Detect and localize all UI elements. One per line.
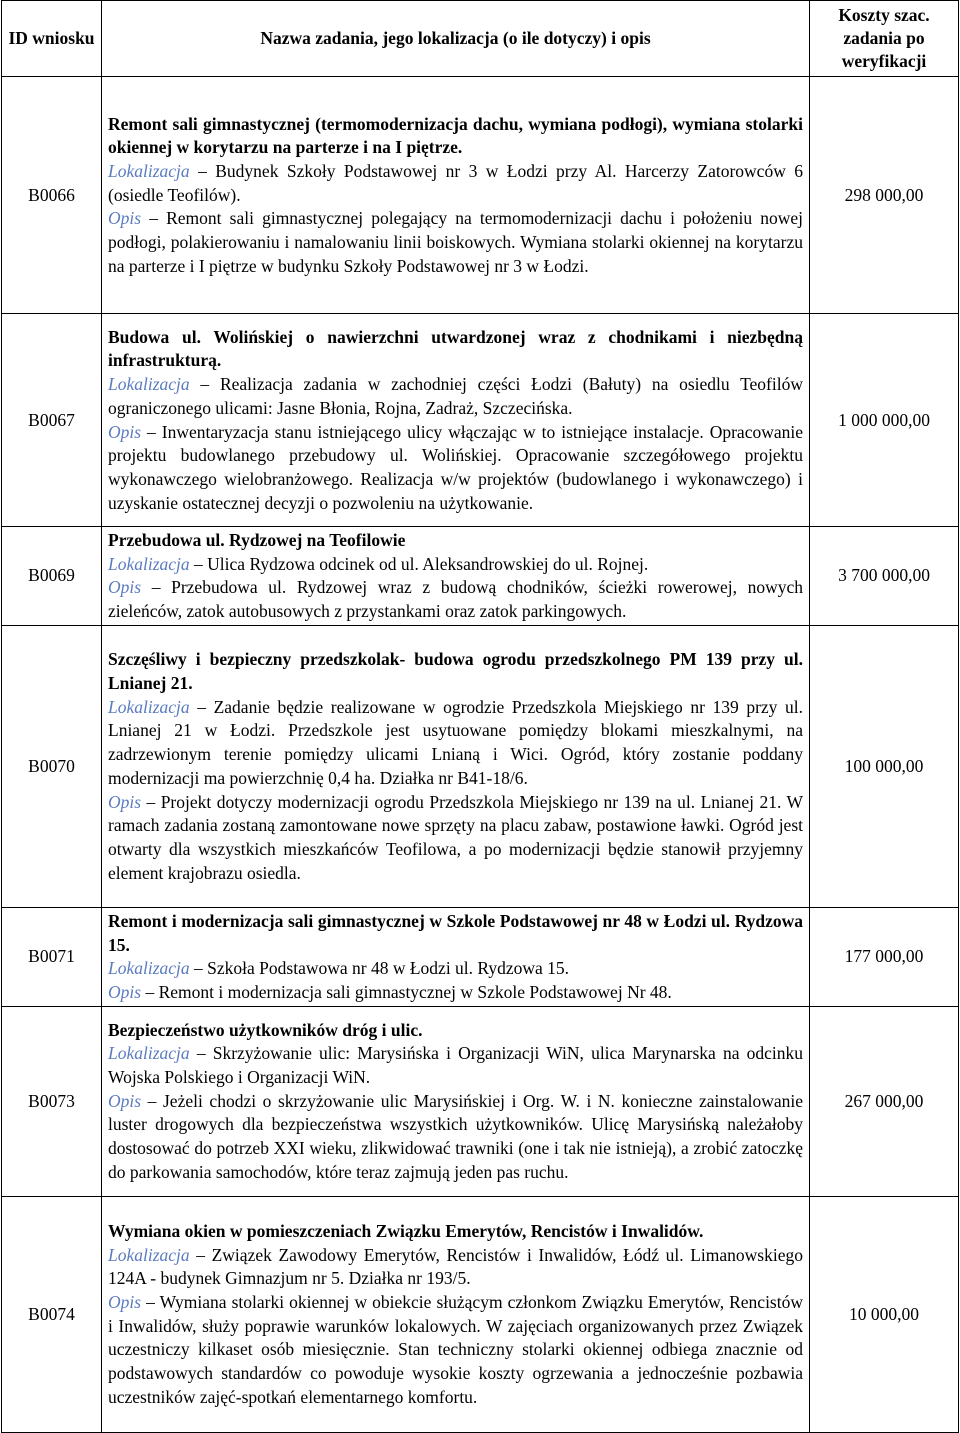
description-label: Opis [108,577,142,598]
row-cost: 177 000,00 [810,907,959,1006]
location-label: Lokalizacja [108,1244,190,1265]
row-description: Przebudowa ul. Rydzowej wraz z budową chodników, ścieżki rowerowej, nowych zieleńców, zatok autobusowych z przystankami oraz zatok parkingowych. [108,577,804,622]
description-label: Opis [108,791,142,812]
description-label: Opis [108,421,142,442]
row-cost: 100 000,00 [810,625,959,907]
projects-table [1,0,959,1433]
row-description: Jeżeli chodzi o skrzyżowanie ulic Marysińskiej i Org. W. i N. konieczne zainstalowanie luster drogowych dla bezpieczeństwa wszystkich użytkowników. Ulicę Marysińską należałoby dostosować do potrzeb XXI wieku, zlikwidować trawniki (one i tak nie istnieją), a zrobić zatoczkę do parkowania samochodów, które teraz zajmują jeden pas ruchu. [108,1090,804,1182]
table-header-row [2,1,959,77]
location-label: Lokalizacja [108,1043,190,1064]
row-location: Szkoła Podstawowa nr 48 w Łodzi ul. Rydzowa 15. [207,958,570,979]
row-location: Budynek Szkoły Podstawowej nr 3 w Łodzi przy Al. Harcerzy Zatorowców 6 (osiedle Teofilów). [108,160,803,205]
table-row [2,1006,959,1196]
row-id: B0074 [2,1196,102,1432]
row-description-cell: Szczęśliwy i bezpieczny przedszkolak- budowa ogrodu przedszkolnego PM 139 przy ul. Lnianej 21. Lokalizacja – Zadanie będzie realizowane w ogrodzie Przedszkola Miejskiego nr 139 przy ul. Lnianej 21 w Łodzi. Przedszkole jest usytuowane pomiędzy blokami mieszkalnymi, na zadrzewionym terenie pomiędzy ulicami Lnianą i Wici. Ogród, który zostanie poddany modernizacji ma powierzchnię 0,4 ha. Działka nr B41-18/6. Opis – Projekt dotyczy modernizacji ogrodu Przedszkola Miejskiego nr 139 na ul. Lnianej 21. W ramach zadania zostaną zamontowane nowe sprzęty na placu zabaw, postawione ławki. Ogród jest otwarty dla wszystkich mieszkańców Teofilowa, a po modernizacji będzie stanowił przyjemny element krajobrazu osiedla. [102,625,810,907]
row-location: Realizacja zadania w zachodniej części Łodzi (Bałuty) na osiedlu Teofilów ograniczonego ulicami: Jasne Błonia, Rojna, Zadraż, Szczecińska. [108,374,803,418]
row-title: Remont i modernizacja sali gimnastycznej w Szkole Podstawowej nr 48 w Łodzi ul. Rydzowa 15. [108,910,803,955]
row-description-cell: Budowa ul. Wolińskiej o nawierzchni utwardzonej wraz z chodnikami i niezbędną infrastrukturą. Lokalizacja – Realizacja zadania w zachodniej części Łodzi (Bałuty) na osiedlu Teofilów ograniczonego ulicami: Jasne Błonia, Rojna, Zadraż, Szczecińska. Opis – Inwentaryzacja stanu istniejącego ulicy włączając w to istniejące instalacje. Opracowanie projektu budowlanego przebudowy ul. Wolińskiej. Opracowanie szczegółowego projektu wykonawczego wielobranżowego. Realizacja w/w projektów (budowlanego i wykonawczego) i uzyskanie ostatecznej decyzji o pozwoleniu na użytkowanie. [102,314,810,527]
header-name: Nazwa zadania, jego lokalizacja (o ile dotyczy) i opis [102,1,810,77]
table-row [2,907,959,1006]
row-id: B0067 [2,314,102,527]
row-cost: 1 000 000,00 [810,314,959,527]
location-label: Lokalizacja [108,374,190,395]
table-row [2,527,959,626]
row-description-cell: Remont i modernizacja sali gimnastycznej w Szkole Podstawowej nr 48 w Łodzi ul. Rydzowa 15. Lokalizacja – Szkoła Podstawowa nr 48 w Łodzi ul. Rydzowa 15. Opis – Remont i modernizacja sali gimnastycznej w Szkole Podstawowej Nr 48. [102,907,810,1006]
row-id: B0066 [2,77,102,314]
table-row [2,1196,959,1432]
table-row [2,77,959,314]
row-location: Ulica Rydzowa odcinek od ul. Aleksandrowskiej do ul. Rojnej. [207,553,649,574]
row-cost: 298 000,00 [810,77,959,314]
row-description-cell: Remont sali gimnastycznej (termomodernizacja dachu, wymiana podłogi), wymiana stolarki okiennej w korytarzu na parterze i na I piętrze. Lokalizacja – Budynek Szkoły Podstawowej nr 3 w Łodzi przy Al. Harcerzy Zatorowców 6 (osiedle Teofilów). Opis – Remont sali gimnastycznej polegający na termomodernizacji dachu i położeniu nowej podłogi, polakierowaniu i namalowaniu linii boiskowych. Wymiana stolarki okiennej na korytarzu na parterze i I piętrze w budynku Szkoły Podstawowej nr 3 w Łodzi. [102,77,810,314]
row-description: Remont sali gimnastycznej polegający na termomodernizacji dachu i położeniu nowej podłogi, polakierowaniu i namalowaniu linii boiskowych. Wymiana stolarki okiennej na korytarzu na parterze i I piętrze w budynku Szkoły Podstawowej nr 3 w Łodzi. [108,208,803,276]
row-id: B0069 [2,527,102,626]
description-label: Opis [108,1090,142,1111]
header-cost: Koszty szac. zadania po weryfikacji [810,1,959,77]
location-label: Lokalizacja [108,696,190,717]
row-title: Szczęśliwy i bezpieczny przedszkolak- budowa ogrodu przedszkolnego PM 139 przy ul. Lnianej 21. [108,649,803,693]
location-label: Lokalizacja [108,160,190,181]
row-location: Związek Zawodowy Emerytów, Rencistów i Inwalidów, Łódź ul. Limanowskiego 124A - budynek Gimnazjum nr 5. Działka nr 193/5. [108,1244,803,1289]
row-description-cell: Bezpieczeństwo użytkowników dróg i ulic. Lokalizacja – Skrzyżowanie ulic: Marysińska i Organizacji WiN, ulica Marynarska na odcinku Wojska Polskiego i Organizacji WiN. Opis – Jeżeli chodzi o skrzyżowanie ulic Marysińskiej i Org. W. i N. konieczne zainstalowanie luster drogowych dla bezpieczeństwa wszystkich użytkowników. Ulicę Marysińską należałoby dostosować do potrzeb XXI wieku, zlikwidować trawniki (one i tak nie istnieją), a zrobić zatoczkę do parkowania samochodów, które teraz zajmują jeden pas ruchu. [102,1006,810,1196]
location-label: Lokalizacja [108,958,190,979]
row-description: Inwentaryzacja stanu istniejącego ulicy włączając w to istniejące instalacje. Opracowanie projektu budowlanego przebudowy ul. Wolińskiej. Opracowanie szczegółowego projektu wykonawczego wielobranżowego. Realizacja w/w projektów (budowlanego i wykonawczego) i uzyskanie ostatecznej decyzji o pozwoleniu na użytkowanie. [108,421,804,513]
row-cost: 3 700 000,00 [810,527,959,626]
description-label: Opis [108,981,142,1002]
row-title: Remont sali gimnastycznej (termomodernizacja dachu, wymiana podłogi), wymiana stolarki okiennej w korytarzu na parterze i na I piętrze. [108,113,803,158]
table-row [2,625,959,907]
row-id: B0071 [2,907,102,1006]
row-description: Remont i modernizacja sali gimnastycznej w Szkole Podstawowej Nr 48. [158,981,672,1002]
description-label: Opis [108,1291,142,1312]
row-id: B0073 [2,1006,102,1196]
description-label: Opis [108,208,142,229]
row-description: Projekt dotyczy modernizacji ogrodu Przedszkola Miejskiego nr 139 na ul. Lnianej 21. W ramach zadania zostaną zamontowane nowe sprzęty na placu zabaw, postawione ławki. Ogród jest otwarty dla wszystkich mieszkańców Teofilowa, a po modernizacji będzie stanowił przyjemny element krajobrazu osiedla. [108,791,804,883]
row-title: Wymiana okien w pomieszczeniach Związku Emerytów, Rencistów i Inwalidów. [108,1220,704,1241]
row-title: Bezpieczeństwo użytkowników dróg i ulic. [108,1019,423,1040]
header-id: ID wniosku [2,1,102,77]
row-location: Skrzyżowanie ulic: Marysińska i Organizacji WiN, ulica Marynarska na odcinku Wojska Polskiego i Organizacji WiN. [108,1043,804,1088]
row-id: B0070 [2,625,102,907]
row-title: Budowa ul. Wolińskiej o nawierzchni utwardzonej wraz z chodnikami i niezbędną infrastrukturą. [108,326,803,371]
row-description: Wymiana stolarki okiennej w obiekcie służącym członkom Związku Emerytów, Rencistów i Inwalidów, służy poprawie warunków lokalowych. W zajęciach organizowanych przez Związek uczestniczy kilkaset osób miesięcznie. Stan techniczny stolarki okiennej odbiega znacznie od podstawowych standardów co powoduje wysokie koszty ogrzewania a jednocześnie pozbawia uczestników zajęć-spotkań elementarnego komfortu. [108,1291,803,1407]
row-location: Zadanie będzie realizowane w ogrodzie Przedszkola Miejskiego nr 139 przy ul. Lnianej 21 w Łodzi. Przedszkole jest usytuowane pomiędzy blokami mieszkalnymi, na zadrzewionym terenie pomiędzy ulicami Lnianą i Wici. Ogród, który zostanie poddany modernizacji ma powierzchnię 0,4 ha. Działka nr B41-18/6. [108,696,803,788]
row-description-cell: Wymiana okien w pomieszczeniach Związku Emerytów, Rencistów i Inwalidów. Lokalizacja – Związek Zawodowy Emerytów, Rencistów i Inwalidów, Łódź ul. Limanowskiego 124A - budynek Gimnazjum nr 5. Działka nr 193/5. Opis – Wymiana stolarki okiennej w obiekcie służącym członkom Związku Emerytów, Rencistów i Inwalidów, służy poprawie warunków lokalowych. W zajęciach organizowanych przez Związek uczestniczy kilkaset osób miesięcznie. Stan techniczny stolarki okiennej odbiega znacznie od podstawowych standardów co powoduje wysokie koszty ogrzewania a jednocześnie pozbawia uczestników zajęć-spotkań elementarnego komfortu. [102,1196,810,1432]
table-row [2,314,959,527]
row-cost: 267 000,00 [810,1006,959,1196]
row-description-cell: Przebudowa ul. Rydzowej na Teofilowie Lokalizacja – Ulica Rydzowa odcinek od ul. Aleksandrowskiej do ul. Rojnej. Opis – Przebudowa ul. Rydzowej wraz z budową chodników, ścieżki rowerowej, nowych zieleńców, zatok autobusowych z przystankami oraz zatok parkingowych. [102,527,810,626]
location-label: Lokalizacja [108,553,190,574]
row-title: Przebudowa ul. Rydzowej na Teofilowie [108,530,406,550]
row-cost: 10 000,00 [810,1196,959,1432]
